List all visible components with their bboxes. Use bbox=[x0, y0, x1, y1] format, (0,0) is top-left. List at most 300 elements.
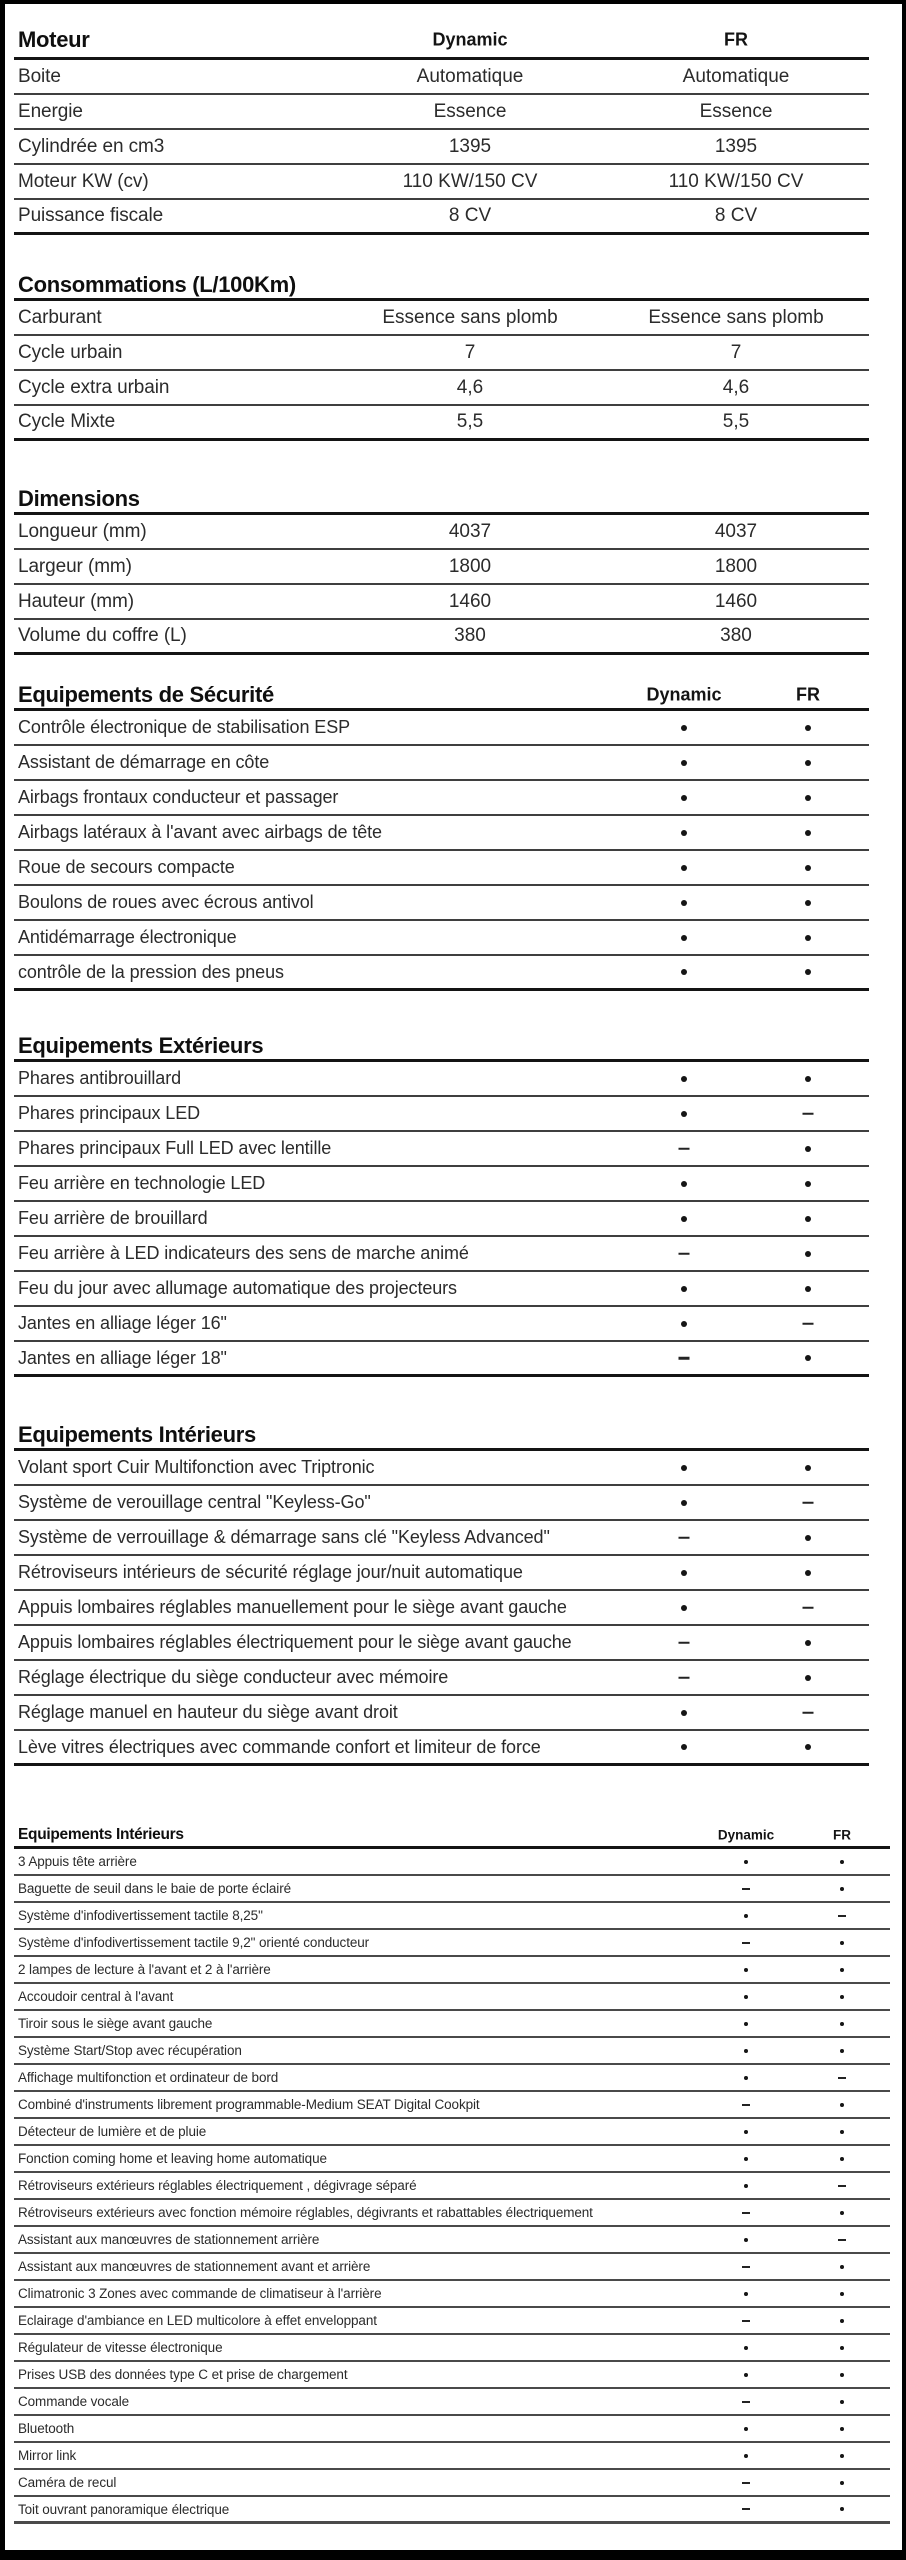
included-dot-mark bbox=[805, 760, 811, 766]
section-header bbox=[14, 485, 869, 515]
row-label: Antidémarrage électronique bbox=[18, 927, 237, 947]
availability-dynamic bbox=[681, 969, 687, 975]
included-dot-mark bbox=[805, 1675, 811, 1681]
not-available-dash-mark bbox=[838, 2239, 846, 2241]
availability-dynamic bbox=[681, 1181, 687, 1187]
equipment-row bbox=[14, 816, 869, 851]
section-title: Dimensions bbox=[18, 485, 140, 511]
row-label: Caméra de recul bbox=[18, 2475, 117, 2490]
row-label: Combiné d'instruments librement programmable-Medium SEAT Digital Cookpit bbox=[18, 2097, 480, 2112]
value-fr: 7 bbox=[730, 341, 742, 363]
availability-dynamic bbox=[744, 2238, 748, 2242]
availability-fr bbox=[838, 2077, 846, 2079]
availability-dynamic bbox=[681, 795, 687, 801]
section-title: Consommations (L/100Km) bbox=[18, 271, 296, 297]
row-label: Assistant de démarrage en côte bbox=[18, 752, 270, 772]
equipment-row bbox=[14, 2119, 890, 2146]
equipment-row bbox=[14, 2497, 890, 2524]
equipment-row bbox=[14, 2173, 890, 2200]
included-dot-mark bbox=[744, 1995, 748, 1999]
not-available-dash-mark bbox=[742, 2104, 750, 2106]
section-securite bbox=[14, 681, 869, 991]
spec-row bbox=[14, 165, 869, 200]
row-label: Volant sport Cuir Multifonction avec Triptronic bbox=[18, 1457, 375, 1477]
value-dynamic: 5,5 bbox=[456, 411, 484, 432]
included-dot-mark bbox=[805, 900, 811, 906]
row-label: Réglage électrique du siège conducteur avec mémoire bbox=[18, 1667, 449, 1687]
availability-fr bbox=[840, 2507, 844, 2511]
equipment-row bbox=[14, 2065, 890, 2092]
row-label: Baguette de seuil dans le baie de porte éclairé bbox=[18, 1881, 291, 1896]
availability-fr bbox=[803, 1112, 814, 1115]
spec-row bbox=[14, 620, 869, 655]
value-fr: Automatique bbox=[682, 65, 790, 87]
row-label: Appuis lombaires réglables électriquement pour le siège avant gauche bbox=[18, 1632, 572, 1652]
availability-dynamic bbox=[742, 1942, 750, 1944]
row-label: Lève vitres électriques avec commande confort et limiteur de force bbox=[18, 1736, 541, 1757]
row-label: Détecteur de lumière et de pluie bbox=[18, 2124, 207, 2139]
availability-dynamic bbox=[744, 2373, 748, 2377]
availability-fr bbox=[805, 1465, 811, 1471]
row-label: Rétroviseurs intérieurs de sécurité réglage jour/nuit automatique bbox=[18, 1562, 523, 1582]
included-dot-mark bbox=[840, 1995, 844, 1999]
value-fr: 380 bbox=[720, 625, 752, 646]
availability-dynamic bbox=[681, 1321, 687, 1327]
spec-row bbox=[14, 406, 869, 441]
equipment-row bbox=[14, 1849, 890, 1876]
availability-fr bbox=[805, 1216, 811, 1222]
equipment-row bbox=[14, 1556, 869, 1591]
availability-fr bbox=[840, 2265, 844, 2269]
equipment-row bbox=[14, 1626, 869, 1661]
availability-dynamic bbox=[744, 2049, 748, 2053]
included-dot-mark bbox=[681, 1321, 687, 1327]
included-dot-mark bbox=[840, 2373, 844, 2377]
row-label: Boite bbox=[18, 65, 61, 87]
not-available-dash-mark bbox=[803, 1606, 814, 1609]
row-label: Régulateur de vitesse électronique bbox=[18, 2340, 223, 2355]
availability-fr bbox=[803, 1501, 814, 1504]
availability-fr bbox=[805, 900, 811, 906]
included-dot-mark bbox=[681, 725, 687, 731]
equipment-row bbox=[14, 2443, 890, 2470]
value-fr: 5,5 bbox=[722, 411, 750, 432]
row-label: contrôle de la pression des pneus bbox=[18, 961, 284, 982]
row-label: Roue de secours compacte bbox=[18, 857, 235, 877]
value-dynamic: 110 KW/150 CV bbox=[402, 170, 538, 192]
availability-dynamic bbox=[742, 2266, 750, 2268]
included-dot-mark bbox=[744, 2022, 748, 2026]
row-label: Affichage multifonction et ordinateur de bord bbox=[18, 2070, 279, 2085]
included-dot-mark bbox=[681, 1111, 687, 1117]
availability-fr bbox=[840, 2481, 844, 2485]
availability-dynamic bbox=[681, 935, 687, 941]
included-dot-mark bbox=[744, 2454, 748, 2458]
availability-dynamic bbox=[744, 2184, 748, 2188]
row-label: Jantes en alliage léger 16" bbox=[18, 1313, 227, 1333]
availability-dynamic bbox=[681, 1570, 687, 1576]
availability-fr bbox=[840, 1887, 844, 1891]
column-header-dynamic: Dynamic bbox=[646, 684, 722, 704]
row-label: Cycle extra urbain bbox=[18, 376, 170, 398]
equipment-row bbox=[14, 2200, 890, 2227]
section-header bbox=[14, 681, 869, 711]
included-dot-mark bbox=[840, 2507, 844, 2511]
spec-row bbox=[14, 336, 869, 371]
section-interieurs-2 bbox=[14, 1823, 890, 2524]
included-dot-mark bbox=[744, 2346, 748, 2350]
equipment-row bbox=[14, 2092, 890, 2119]
row-label: Appuis lombaires réglables manuellement pour le siège avant gauche bbox=[18, 1597, 567, 1617]
availability-fr bbox=[840, 2319, 844, 2323]
row-label: Rétroviseurs extérieurs réglables électriquement , dégivrage séparé bbox=[18, 2178, 417, 2193]
row-label: Jantes en alliage léger 18" bbox=[18, 1347, 227, 1368]
equipment-row bbox=[14, 2362, 890, 2389]
availability-fr bbox=[840, 2103, 844, 2107]
not-available-dash-mark bbox=[803, 1711, 814, 1714]
included-dot-mark bbox=[840, 2292, 844, 2296]
not-available-dash-mark bbox=[679, 1676, 690, 1679]
equipment-row bbox=[14, 1132, 869, 1167]
included-dot-mark bbox=[840, 2346, 844, 2350]
row-label: Système de verrouillage & démarrage sans clé "Keyless Advanced" bbox=[18, 1527, 550, 1547]
spec-row bbox=[14, 550, 869, 585]
availability-dynamic bbox=[744, 1968, 748, 1972]
included-dot-mark bbox=[840, 2427, 844, 2431]
equipment-row bbox=[14, 746, 869, 781]
section-title: Equipements Extérieurs bbox=[18, 1032, 264, 1058]
spec-row bbox=[14, 130, 869, 165]
not-available-dash-mark bbox=[742, 2482, 750, 2484]
column-header-fr: FR bbox=[724, 29, 748, 49]
included-dot-mark bbox=[805, 795, 811, 801]
availability-fr bbox=[805, 1181, 811, 1187]
availability-fr bbox=[840, 2130, 844, 2134]
spec-row bbox=[14, 585, 869, 620]
included-dot-mark bbox=[840, 2049, 844, 2053]
included-dot-mark bbox=[681, 900, 687, 906]
spec-row bbox=[14, 200, 869, 235]
row-label: Phares antibrouillard bbox=[18, 1068, 181, 1088]
availability-fr bbox=[805, 1640, 811, 1646]
equipment-row bbox=[14, 1696, 869, 1731]
equipment-row bbox=[14, 1451, 869, 1486]
availability-dynamic bbox=[744, 2346, 748, 2350]
availability-dynamic bbox=[742, 2401, 750, 2403]
availability-dynamic bbox=[744, 2427, 748, 2431]
row-label: Climatronic 3 Zones avec commande de climatiseur à l'arrière bbox=[18, 2286, 382, 2301]
value-dynamic: 380 bbox=[454, 625, 486, 646]
included-dot-mark bbox=[805, 865, 811, 871]
included-dot-mark bbox=[744, 2184, 748, 2188]
included-dot-mark bbox=[681, 830, 687, 836]
equipment-row bbox=[14, 1237, 869, 1272]
value-dynamic: Essence sans plomb bbox=[382, 306, 558, 328]
row-label: 2 lampes de lecture à l'avant et 2 à l'arrière bbox=[18, 1962, 271, 1977]
equipment-row bbox=[14, 1272, 869, 1307]
not-available-dash-mark bbox=[838, 2185, 846, 2187]
availability-fr bbox=[840, 2022, 844, 2026]
row-label: Airbags latéraux à l'avant avec airbags de tête bbox=[18, 822, 382, 842]
row-label: Puissance fiscale bbox=[18, 205, 164, 226]
row-label: Eclairage d'ambiance en LED multicolore à effet enveloppant bbox=[18, 2313, 377, 2328]
row-label: Système Start/Stop avec récupération bbox=[18, 2043, 242, 2058]
section-title: Equipements Intérieurs bbox=[18, 1421, 256, 1447]
included-dot-mark bbox=[805, 1640, 811, 1646]
spec-row bbox=[14, 95, 869, 130]
row-label: Phares principaux LED bbox=[18, 1103, 200, 1123]
availability-fr bbox=[840, 2211, 844, 2215]
value-fr: 4037 bbox=[714, 520, 758, 542]
equipment-row bbox=[14, 1930, 890, 1957]
not-available-dash-mark bbox=[742, 1888, 750, 1890]
value-dynamic: 1800 bbox=[448, 555, 492, 577]
equipment-row bbox=[14, 2470, 890, 2497]
row-label: Cycle Mixte bbox=[18, 411, 116, 432]
included-dot-mark bbox=[805, 1355, 811, 1361]
equipment-row bbox=[14, 781, 869, 816]
row-label: Airbags frontaux conducteur et passager bbox=[18, 787, 339, 807]
included-dot-mark bbox=[840, 2103, 844, 2107]
included-dot-mark bbox=[805, 1216, 811, 1222]
included-dot-mark bbox=[840, 1860, 844, 1864]
not-available-dash-mark bbox=[838, 2077, 846, 2079]
equipment-row bbox=[14, 851, 869, 886]
included-dot-mark bbox=[840, 1941, 844, 1945]
row-label: Largeur (mm) bbox=[18, 555, 132, 577]
equipment-row bbox=[14, 1903, 890, 1930]
row-label: Système de verouillage central "Keyless-Go" bbox=[18, 1492, 371, 1512]
row-label: Accoudoir central à l'avant bbox=[18, 1989, 174, 2004]
row-label: Réglage manuel en hauteur du siège avant droit bbox=[18, 1702, 398, 1722]
included-dot-mark bbox=[744, 2292, 748, 2296]
included-dot-mark bbox=[681, 1216, 687, 1222]
availability-fr bbox=[840, 2346, 844, 2350]
spec-row bbox=[14, 371, 869, 406]
row-label: Commande vocale bbox=[18, 2394, 130, 2409]
not-available-dash-mark bbox=[679, 1252, 690, 1255]
equipment-row bbox=[14, 1486, 869, 1521]
row-label: Assistant aux manœuvres de stationnement arrière bbox=[18, 2232, 320, 2247]
availability-dynamic bbox=[679, 1536, 690, 1539]
availability-dynamic bbox=[681, 1744, 687, 1750]
column-header-dynamic: Dynamic bbox=[717, 1827, 775, 1842]
availability-fr bbox=[805, 1535, 811, 1541]
column-header-fr: FR bbox=[833, 1827, 851, 1842]
availability-dynamic bbox=[744, 2130, 748, 2134]
availability-fr bbox=[805, 1146, 811, 1152]
included-dot-mark bbox=[805, 1181, 811, 1187]
included-dot-mark bbox=[681, 1605, 687, 1611]
row-label: Contrôle électronique de stabilisation ESP bbox=[18, 717, 350, 737]
row-label: Carburant bbox=[18, 306, 102, 328]
included-dot-mark bbox=[744, 2076, 748, 2080]
equipment-row bbox=[14, 2011, 890, 2038]
not-available-dash-mark bbox=[742, 2401, 750, 2403]
row-label: Prises USB des données type C et prise de chargement bbox=[18, 2367, 348, 2382]
included-dot-mark bbox=[681, 1570, 687, 1576]
value-fr: 1800 bbox=[714, 555, 758, 577]
availability-fr bbox=[840, 2427, 844, 2431]
availability-fr bbox=[840, 2400, 844, 2404]
not-available-dash-mark bbox=[679, 1641, 690, 1644]
section-header bbox=[14, 22, 869, 60]
availability-dynamic bbox=[681, 1500, 687, 1506]
availability-fr bbox=[803, 1606, 814, 1609]
included-dot-mark bbox=[681, 935, 687, 941]
availability-dynamic bbox=[681, 725, 687, 731]
equipment-row bbox=[14, 2389, 890, 2416]
row-label: Longueur (mm) bbox=[18, 520, 147, 542]
equipment-row bbox=[14, 2281, 890, 2308]
availability-dynamic bbox=[681, 900, 687, 906]
not-available-dash-mark bbox=[803, 1501, 814, 1504]
value-dynamic: Automatique bbox=[416, 65, 524, 87]
availability-fr bbox=[805, 1251, 811, 1257]
availability-dynamic bbox=[679, 1147, 690, 1150]
not-available-dash-mark bbox=[679, 1357, 690, 1360]
not-available-dash-mark bbox=[742, 2320, 750, 2322]
included-dot-mark bbox=[681, 760, 687, 766]
availability-dynamic bbox=[742, 2212, 750, 2214]
availability-fr bbox=[805, 1744, 811, 1750]
included-dot-mark bbox=[681, 865, 687, 871]
availability-dynamic bbox=[744, 2292, 748, 2296]
included-dot-mark bbox=[805, 1251, 811, 1257]
availability-fr bbox=[805, 935, 811, 941]
section-header bbox=[14, 1823, 890, 1849]
equipment-row bbox=[14, 1307, 869, 1342]
availability-fr bbox=[840, 2292, 844, 2296]
row-label: Fonction coming home et leaving home automatique bbox=[18, 2151, 327, 2166]
not-available-dash-mark bbox=[679, 1536, 690, 1539]
equipment-row bbox=[14, 1731, 869, 1766]
value-dynamic: 4037 bbox=[448, 520, 492, 542]
included-dot-mark bbox=[840, 2157, 844, 2161]
included-dot-mark bbox=[805, 935, 811, 941]
included-dot-mark bbox=[805, 725, 811, 731]
not-available-dash-mark bbox=[742, 2508, 750, 2510]
included-dot-mark bbox=[744, 2427, 748, 2431]
included-dot-mark bbox=[681, 1710, 687, 1716]
included-dot-mark bbox=[744, 2157, 748, 2161]
availability-dynamic bbox=[742, 2320, 750, 2322]
equipment-row bbox=[14, 1062, 869, 1097]
equipment-row bbox=[14, 1661, 869, 1696]
availability-dynamic bbox=[681, 1605, 687, 1611]
availability-fr bbox=[805, 969, 811, 975]
availability-fr bbox=[805, 760, 811, 766]
equipment-row bbox=[14, 2416, 890, 2443]
row-label: Hauteur (mm) bbox=[18, 590, 134, 612]
included-dot-mark bbox=[744, 1860, 748, 1864]
value-dynamic: 1395 bbox=[448, 135, 492, 157]
section-consommations bbox=[14, 271, 869, 441]
included-dot-mark bbox=[805, 1286, 811, 1292]
row-label: Rétroviseurs extérieurs avec fonction mémoire réglables, dégivrants et rabattables électriquement bbox=[18, 2205, 593, 2220]
row-label: Feu arrière de brouillard bbox=[18, 1208, 208, 1228]
included-dot-mark bbox=[840, 1887, 844, 1891]
availability-fr bbox=[838, 2239, 846, 2241]
availability-dynamic bbox=[744, 2157, 748, 2161]
row-label: Toit ouvrant panoramique électrique bbox=[18, 2501, 230, 2517]
included-dot-mark bbox=[744, 2049, 748, 2053]
included-dot-mark bbox=[840, 2265, 844, 2269]
row-label: Feu arrière en technologie LED bbox=[18, 1173, 266, 1193]
equipment-row bbox=[14, 1984, 890, 2011]
availability-fr bbox=[805, 1076, 811, 1082]
equipment-row bbox=[14, 1202, 869, 1237]
section-header bbox=[14, 271, 869, 301]
row-label: Energie bbox=[18, 100, 83, 122]
included-dot-mark bbox=[681, 1181, 687, 1187]
availability-dynamic bbox=[742, 1888, 750, 1890]
row-label: Boulons de roues avec écrous antivol bbox=[18, 892, 314, 912]
included-dot-mark bbox=[744, 1968, 748, 1972]
equipment-row bbox=[14, 2335, 890, 2362]
included-dot-mark bbox=[805, 969, 811, 975]
row-label: Feu du jour avec allumage automatique des projecteurs bbox=[18, 1278, 457, 1298]
availability-fr bbox=[840, 1941, 844, 1945]
availability-dynamic bbox=[681, 1216, 687, 1222]
availability-dynamic bbox=[744, 2022, 748, 2026]
availability-dynamic bbox=[681, 1111, 687, 1117]
not-available-dash-mark bbox=[679, 1147, 690, 1150]
availability-dynamic bbox=[681, 865, 687, 871]
availability-fr bbox=[838, 1915, 846, 1917]
availability-fr bbox=[805, 1286, 811, 1292]
equipment-row bbox=[14, 921, 869, 956]
not-available-dash-mark bbox=[742, 2212, 750, 2214]
value-fr: Essence bbox=[699, 100, 773, 122]
section-title: Equipements Intérieurs bbox=[18, 1825, 184, 1843]
included-dot-mark bbox=[681, 1286, 687, 1292]
equipment-row bbox=[14, 1876, 890, 1903]
availability-dynamic bbox=[742, 2482, 750, 2484]
availability-fr bbox=[840, 2157, 844, 2161]
availability-dynamic bbox=[681, 1465, 687, 1471]
equipment-row bbox=[14, 2146, 890, 2173]
value-dynamic: 8 CV bbox=[448, 205, 492, 226]
availability-dynamic bbox=[681, 1710, 687, 1716]
included-dot-mark bbox=[681, 1076, 687, 1082]
not-available-dash-mark bbox=[838, 1915, 846, 1917]
included-dot-mark bbox=[805, 1146, 811, 1152]
spec-row bbox=[14, 60, 869, 95]
equipment-row bbox=[14, 2038, 890, 2065]
row-label: Moteur KW (cv) bbox=[18, 170, 149, 192]
value-fr: Essence sans plomb bbox=[648, 306, 824, 328]
included-dot-mark bbox=[840, 2454, 844, 2458]
included-dot-mark bbox=[681, 1465, 687, 1471]
section-title: Moteur bbox=[18, 26, 90, 52]
row-label: Phares principaux Full LED avec lentille bbox=[18, 1138, 332, 1158]
included-dot-mark bbox=[805, 1465, 811, 1471]
availability-dynamic bbox=[742, 2508, 750, 2510]
section-header bbox=[14, 1032, 869, 1062]
included-dot-mark bbox=[681, 1744, 687, 1750]
equipment-row bbox=[14, 711, 869, 746]
column-header-fr: FR bbox=[796, 684, 820, 704]
equipment-row bbox=[14, 1591, 869, 1626]
included-dot-mark bbox=[805, 830, 811, 836]
equipment-row bbox=[14, 1957, 890, 1984]
section-dimensions bbox=[14, 485, 869, 655]
section-interieurs-1 bbox=[14, 1421, 869, 1766]
included-dot-mark bbox=[681, 795, 687, 801]
included-dot-mark bbox=[840, 1968, 844, 1972]
section-moteur bbox=[14, 22, 869, 235]
